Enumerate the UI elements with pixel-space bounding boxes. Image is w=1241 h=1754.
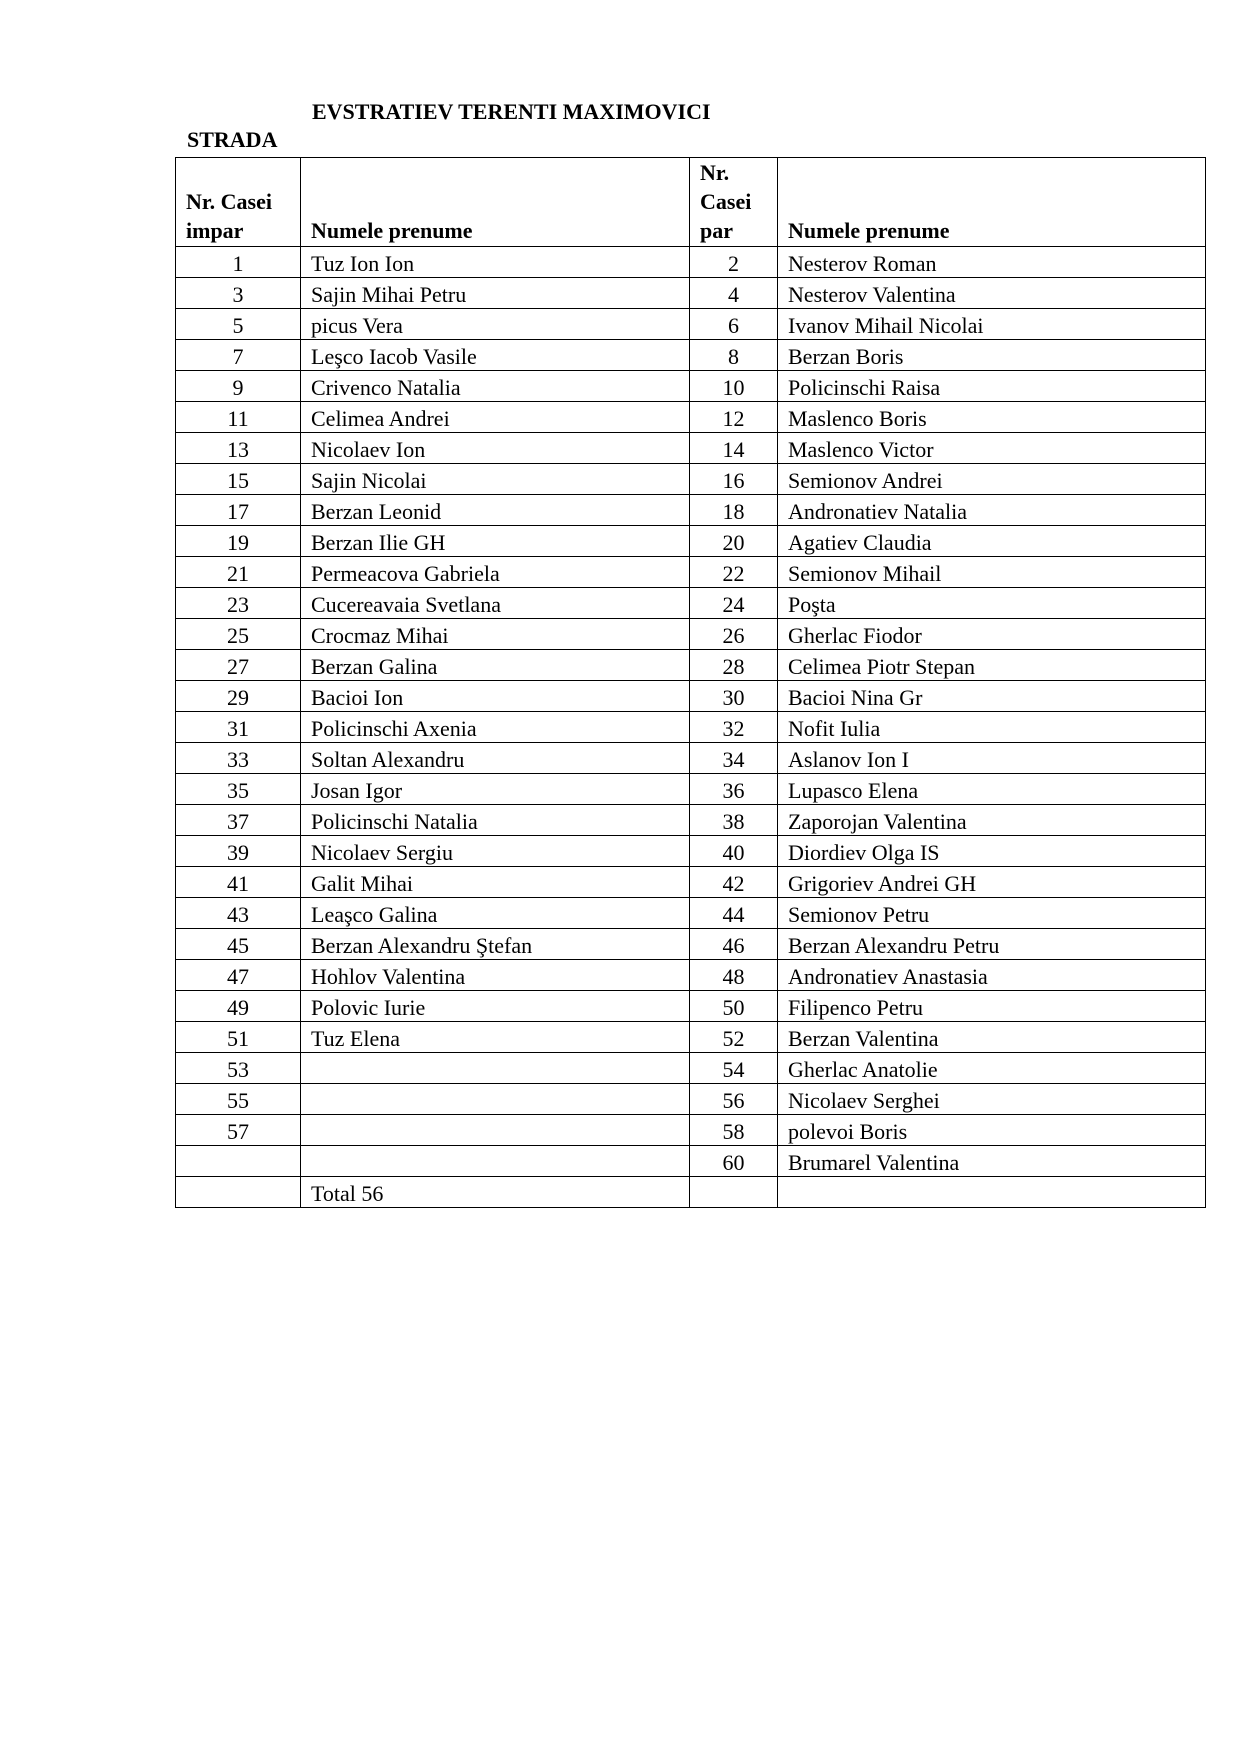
even-house-number: 32 bbox=[690, 712, 778, 743]
even-house-number: 48 bbox=[690, 960, 778, 991]
even-house-number: 18 bbox=[690, 495, 778, 526]
odd-house-number: 13 bbox=[176, 433, 301, 464]
even-house-number: 4 bbox=[690, 278, 778, 309]
odd-house-number: 49 bbox=[176, 991, 301, 1022]
even-house-number: 50 bbox=[690, 991, 778, 1022]
even-resident-name: Poşta bbox=[778, 588, 1206, 619]
even-house-number: 36 bbox=[690, 774, 778, 805]
table-row bbox=[176, 619, 1206, 650]
table-row bbox=[176, 805, 1206, 836]
even-house-number: 46 bbox=[690, 929, 778, 960]
table-row bbox=[176, 960, 1206, 991]
table-row bbox=[176, 712, 1206, 743]
even-resident-name: Nicolaev Serghei bbox=[778, 1084, 1206, 1115]
even-resident-name: Lupasco Elena bbox=[778, 774, 1206, 805]
table-row bbox=[176, 1146, 1206, 1177]
odd-house-number: 3 bbox=[176, 278, 301, 309]
table-row bbox=[176, 526, 1206, 557]
table-row bbox=[176, 929, 1206, 960]
odd-resident-name: Berzan Ilie GH bbox=[301, 526, 690, 557]
even-house-number: 2 bbox=[690, 247, 778, 278]
odd-house-number: 55 bbox=[176, 1084, 301, 1115]
odd-resident-name: Policinschi Natalia bbox=[301, 805, 690, 836]
odd-resident-name: Cucereavaia Svetlana bbox=[301, 588, 690, 619]
even-house-number: 52 bbox=[690, 1022, 778, 1053]
table-row bbox=[176, 898, 1206, 929]
odd-resident-name bbox=[301, 1053, 690, 1084]
table-row bbox=[176, 371, 1206, 402]
table-row bbox=[176, 774, 1206, 805]
even-house-number: 8 bbox=[690, 340, 778, 371]
table-row bbox=[176, 557, 1206, 588]
even-resident-name: Andronatiev Anastasia bbox=[778, 960, 1206, 991]
even-resident-name: Celimea Piotr Stepan bbox=[778, 650, 1206, 681]
even-resident-name: Andronatiev Natalia bbox=[778, 495, 1206, 526]
even-resident-name: Semionov Mihail bbox=[778, 557, 1206, 588]
table-row bbox=[176, 743, 1206, 774]
odd-house-number: 35 bbox=[176, 774, 301, 805]
even-resident-name: Ivanov Mihail Nicolai bbox=[778, 309, 1206, 340]
odd-house-number: 11 bbox=[176, 402, 301, 433]
odd-house-number: 9 bbox=[176, 371, 301, 402]
odd-resident-name: Total 56 bbox=[301, 1177, 690, 1208]
even-resident-name: Maslenco Boris bbox=[778, 402, 1206, 433]
odd-house-number: 25 bbox=[176, 619, 301, 650]
table-row bbox=[176, 836, 1206, 867]
street-header bbox=[187, 98, 747, 154]
even-house-number: 44 bbox=[690, 898, 778, 929]
even-house-number: 6 bbox=[690, 309, 778, 340]
table-row bbox=[176, 1177, 1206, 1208]
even-house-number: 26 bbox=[690, 619, 778, 650]
even-resident-name bbox=[778, 1177, 1206, 1208]
even-house-number: 10 bbox=[690, 371, 778, 402]
table-row bbox=[176, 309, 1206, 340]
even-resident-name: Aslanov Ion I bbox=[778, 743, 1206, 774]
table-row bbox=[176, 681, 1206, 712]
odd-house-number: 23 bbox=[176, 588, 301, 619]
even-house-number: 16 bbox=[690, 464, 778, 495]
even-resident-name: Agatiev Claudia bbox=[778, 526, 1206, 557]
odd-house-number: 15 bbox=[176, 464, 301, 495]
odd-resident-name: Hohlov Valentina bbox=[301, 960, 690, 991]
even-resident-name: Grigoriev Andrei GH bbox=[778, 867, 1206, 898]
header-even-number: Nr. Casei par bbox=[690, 158, 778, 247]
odd-house-number: 7 bbox=[176, 340, 301, 371]
even-house-number bbox=[690, 1177, 778, 1208]
odd-resident-name bbox=[301, 1084, 690, 1115]
odd-house-number: 41 bbox=[176, 867, 301, 898]
table-body bbox=[176, 247, 1206, 1208]
header-even-name: Numele prenume bbox=[778, 158, 1206, 247]
even-resident-name: Filipenco Petru bbox=[778, 991, 1206, 1022]
even-house-number: 20 bbox=[690, 526, 778, 557]
odd-house-number: 29 bbox=[176, 681, 301, 712]
even-house-number: 28 bbox=[690, 650, 778, 681]
header-odd-number: Nr. Casei impar bbox=[176, 158, 301, 247]
even-resident-name: Semionov Andrei bbox=[778, 464, 1206, 495]
odd-resident-name: Berzan Leonid bbox=[301, 495, 690, 526]
odd-house-number: 5 bbox=[176, 309, 301, 340]
even-resident-name: Berzan Valentina bbox=[778, 1022, 1206, 1053]
even-resident-name: Bacioi Nina Gr bbox=[778, 681, 1206, 712]
even-resident-name: Nesterov Valentina bbox=[778, 278, 1206, 309]
table-header-row bbox=[176, 158, 1206, 247]
even-house-number: 38 bbox=[690, 805, 778, 836]
odd-resident-name: Josan Igor bbox=[301, 774, 690, 805]
table-row bbox=[176, 495, 1206, 526]
even-resident-name: Berzan Alexandru Petru bbox=[778, 929, 1206, 960]
odd-house-number: 1 bbox=[176, 247, 301, 278]
table-row bbox=[176, 1084, 1206, 1115]
residents-table bbox=[175, 157, 1206, 1208]
even-resident-name: Gherlac Fiodor bbox=[778, 619, 1206, 650]
table-row bbox=[176, 247, 1206, 278]
odd-house-number: 57 bbox=[176, 1115, 301, 1146]
even-house-number: 24 bbox=[690, 588, 778, 619]
odd-resident-name: Crocmaz Mihai bbox=[301, 619, 690, 650]
odd-house-number: 47 bbox=[176, 960, 301, 991]
even-resident-name: Semionov Petru bbox=[778, 898, 1206, 929]
odd-resident-name bbox=[301, 1115, 690, 1146]
odd-resident-name: Celimea Andrei bbox=[301, 402, 690, 433]
table-row bbox=[176, 402, 1206, 433]
even-resident-name: Gherlac Anatolie bbox=[778, 1053, 1206, 1084]
street-name: EVSTRATIEV TERENTI MAXIMOVICI bbox=[312, 99, 711, 124]
table-row bbox=[176, 867, 1206, 898]
even-house-number: 58 bbox=[690, 1115, 778, 1146]
even-resident-name: Maslenco Victor bbox=[778, 433, 1206, 464]
odd-resident-name: Leaşco Galina bbox=[301, 898, 690, 929]
odd-resident-name: Leşco Iacob Vasile bbox=[301, 340, 690, 371]
table-row bbox=[176, 991, 1206, 1022]
odd-house-number: 21 bbox=[176, 557, 301, 588]
odd-resident-name: Berzan Alexandru Ştefan bbox=[301, 929, 690, 960]
odd-resident-name: Sajin Mihai Petru bbox=[301, 278, 690, 309]
odd-house-number bbox=[176, 1177, 301, 1208]
even-resident-name: Zaporojan Valentina bbox=[778, 805, 1206, 836]
odd-house-number bbox=[176, 1146, 301, 1177]
even-house-number: 12 bbox=[690, 402, 778, 433]
table-row bbox=[176, 588, 1206, 619]
odd-house-number: 51 bbox=[176, 1022, 301, 1053]
odd-house-number: 17 bbox=[176, 495, 301, 526]
odd-house-number: 33 bbox=[176, 743, 301, 774]
odd-resident-name: Policinschi Axenia bbox=[301, 712, 690, 743]
even-house-number: 22 bbox=[690, 557, 778, 588]
odd-resident-name: Polovic Iurie bbox=[301, 991, 690, 1022]
odd-house-number: 53 bbox=[176, 1053, 301, 1084]
even-house-number: 42 bbox=[690, 867, 778, 898]
odd-resident-name: Tuz Elena bbox=[301, 1022, 690, 1053]
odd-resident-name: Berzan Galina bbox=[301, 650, 690, 681]
odd-resident-name: Tuz Ion Ion bbox=[301, 247, 690, 278]
odd-resident-name: Soltan Alexandru bbox=[301, 743, 690, 774]
table-row bbox=[176, 340, 1206, 371]
odd-house-number: 39 bbox=[176, 836, 301, 867]
table-row bbox=[176, 1053, 1206, 1084]
odd-house-number: 27 bbox=[176, 650, 301, 681]
table-row bbox=[176, 1022, 1206, 1053]
odd-resident-name: Sajin Nicolai bbox=[301, 464, 690, 495]
odd-resident-name: Crivenco Natalia bbox=[301, 371, 690, 402]
even-resident-name: Diordiev Olga IS bbox=[778, 836, 1206, 867]
header-odd-name: Numele prenume bbox=[301, 158, 690, 247]
odd-house-number: 43 bbox=[176, 898, 301, 929]
even-resident-name: Nesterov Roman bbox=[778, 247, 1206, 278]
odd-house-number: 37 bbox=[176, 805, 301, 836]
even-house-number: 56 bbox=[690, 1084, 778, 1115]
even-resident-name: Policinschi Raisa bbox=[778, 371, 1206, 402]
even-resident-name: Nofit Iulia bbox=[778, 712, 1206, 743]
table-row bbox=[176, 278, 1206, 309]
odd-house-number: 45 bbox=[176, 929, 301, 960]
even-house-number: 54 bbox=[690, 1053, 778, 1084]
odd-resident-name: Galit Mihai bbox=[301, 867, 690, 898]
odd-house-number: 31 bbox=[176, 712, 301, 743]
even-house-number: 40 bbox=[690, 836, 778, 867]
even-house-number: 60 bbox=[690, 1146, 778, 1177]
table-row bbox=[176, 464, 1206, 495]
even-house-number: 14 bbox=[690, 433, 778, 464]
odd-resident-name: Permeacova Gabriela bbox=[301, 557, 690, 588]
odd-resident-name: Nicolaev Sergiu bbox=[301, 836, 690, 867]
even-resident-name: Brumarel Valentina bbox=[778, 1146, 1206, 1177]
odd-house-number: 19 bbox=[176, 526, 301, 557]
odd-resident-name: Nicolaev Ion bbox=[301, 433, 690, 464]
street-label: STRADA bbox=[187, 127, 278, 152]
even-house-number: 30 bbox=[690, 681, 778, 712]
table-row bbox=[176, 1115, 1206, 1146]
even-house-number: 34 bbox=[690, 743, 778, 774]
odd-resident-name: picus Vera bbox=[301, 309, 690, 340]
odd-resident-name bbox=[301, 1146, 690, 1177]
even-resident-name: polevoi Boris bbox=[778, 1115, 1206, 1146]
table-row bbox=[176, 650, 1206, 681]
table-row bbox=[176, 433, 1206, 464]
even-resident-name: Berzan Boris bbox=[778, 340, 1206, 371]
odd-resident-name: Bacioi Ion bbox=[301, 681, 690, 712]
